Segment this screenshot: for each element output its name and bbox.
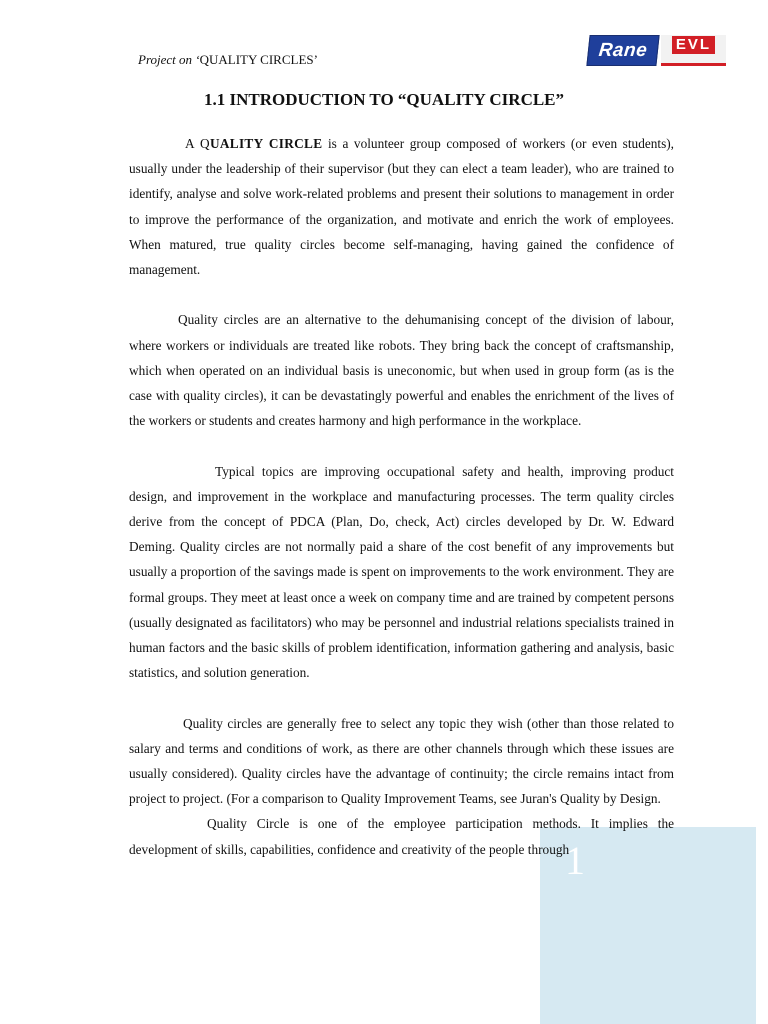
paragraph-4: Quality circles are generally free to select any topic they wish (other than those related to salary and terms and conditions of work, as there are other channels through which these issues are usually considered). Quality circles have the advantage of continuity; the circle remains intact from project to project. (For a comparison to Quality Improvement Teams, see Juran's Quality by Design.	[129, 715, 674, 807]
section-title: 1.1 INTRODUCTION TO “QUALITY CIRCLE”	[203, 90, 565, 109]
company-logos	[588, 35, 728, 67]
paragraph-1-body: is a volunteer group composed of workers (or even students), usually under the leadership of their supervisor (but they can elect a team leader), who are trained to identify, analyse and solve work-related problems and present their solutions to management in order to improve the performance of the organization, and motivate and enrich the work of employees. When matured, true quality circles become self-managing, having gained the confidence of management.	[129, 136, 675, 278]
page-number: 1	[565, 838, 585, 883]
evl-logo-text: EVL	[672, 36, 715, 54]
header-prefix: Project on ‘	[138, 52, 200, 67]
evl-logo	[661, 35, 726, 66]
running-header	[138, 52, 318, 68]
body-text	[129, 131, 674, 862]
header-project-title: QUALITY CIRCLES’	[199, 52, 318, 67]
paragraph-2: Quality circles are an alternative to the dehumanising concept of the division of labour, where workers or individuals are treated like robots. They bring back the concept of craftsmanship, which when operated on an individual basis is uneconomic, but when used in group form (as is the case with quality circles), it can be devastatingly powerful and enables the enrichment of the lives of the workers or students and creates harmony and high performance in the workplace.	[129, 312, 674, 429]
rane-logo	[586, 35, 659, 66]
paragraph-1-lead: A Q	[185, 136, 210, 151]
paragraph-5: Quality Circle is one of the employee participation methods. It implies the development of skills, capabilities, confidence and creativity of the people through	[129, 816, 674, 857]
rane-logo-text: Rane	[597, 39, 649, 61]
paragraph-1-bold-term: UALITY CIRCLE	[209, 136, 323, 151]
paragraph-3: Typical topics are improving occupational safety and health, improving product design, and improvement in the workplace and manufacturing processes. The term quality circles derive from the concept of PDCA (Plan, Do, check, Act) circles developed by Dr. W. Edward Deming. Quality circles are not normally paid a share of the cost benefit of any improvements but usually a proportion of the savings made is spent on improvements to the work environment. They are formal groups. They meet at least once a week on company time and are trained by competent persons (usually designated as facilitators) who may be personnel and industrial relations specialists trained in human factors and the basic skills of problem identification, information gathering and analysis, basic statistics, and solution generation.	[129, 463, 674, 681]
paragraph-1	[129, 131, 674, 282]
